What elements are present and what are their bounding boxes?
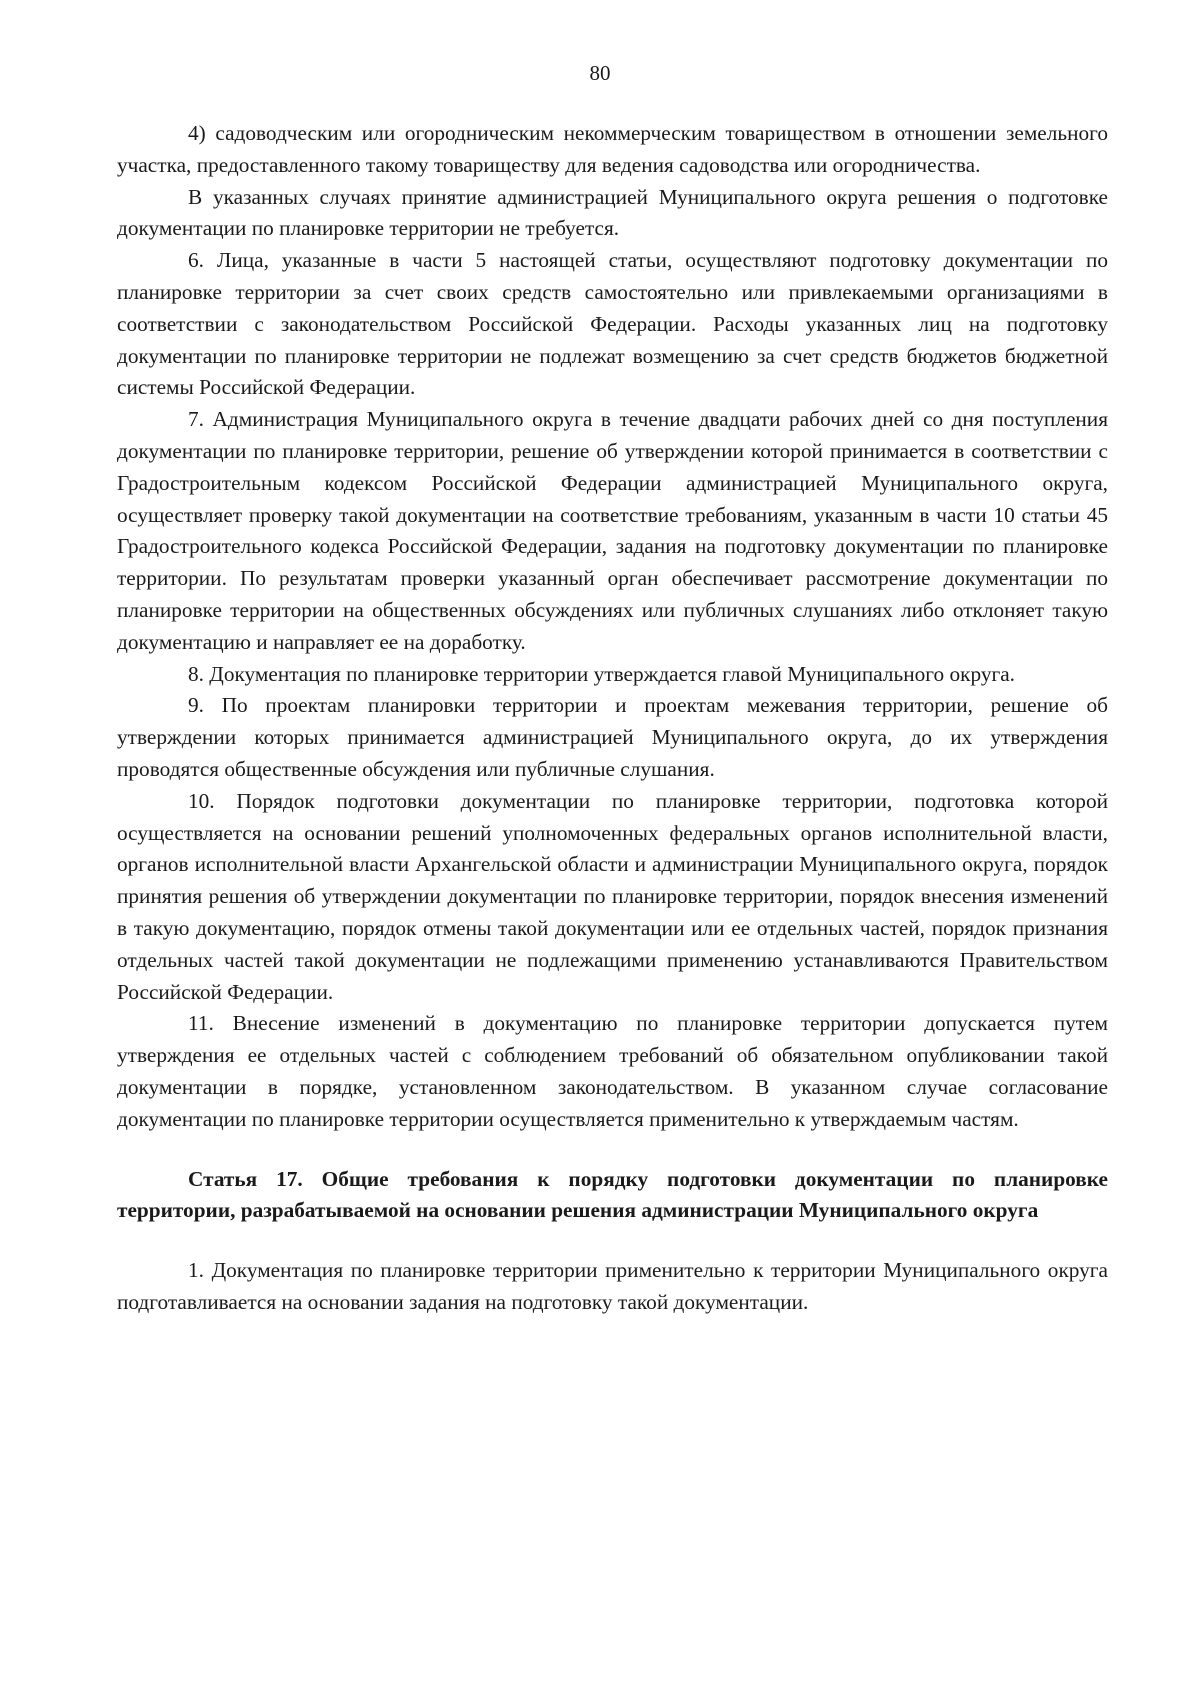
paragraph-clause-10: 10. Порядок подготовки документации по планировке территории, подготовка которой осуществляется на основании решений уполномоченных федеральных органов исполнительной власти, органов исполнительной власти Архангельской области и администрации Муниципального округа, порядок принятия решения об утверждении документации по планировке территории, порядок внесения изменений в такую документацию, порядок отмены такой документации или ее отдельных частей, порядок признания отдельных частей такой документации не подлежащими применению устанавливаются Правительством Российской Федерации.: [117, 788, 1108, 1004]
paragraph-clause-8: 8. Документация по планировке территории утверждается главой Муниципального округа.: [188, 661, 1015, 686]
article-paragraph-1: 1. Документация по планировке территории применительно к территории Муниципального округа подготавливается на основании задания на подготовку такой документации.: [117, 1258, 1108, 1314]
article-heading: Статья 17. Общие требования к порядку подготовки документации по планировке территории, разрабатываемой на основании решения администрации Муниципального округа: [117, 1166, 1108, 1223]
page-number: 80: [589, 61, 611, 85]
paragraph-item-4: 4) садоводческим или огородническим некоммерческим товариществом в отношении земельного участка, предоставленного такому товариществу для ведения садоводства или огородничества.: [117, 121, 1108, 177]
paragraph-clause-7: 7. Администрация Муниципального округа в течение двадцати рабочих дней со дня поступления документации по планировке территории, решение об утверждении которой принимается в соответствии с Градостроительным кодексом Российской Федерации администрацией Муниципального округа, осуществляет проверку такой документации на соответствие требованиям, указанным в части 10 статьи 45 Градостроительного кодекса Российской Федерации, задания на подготовку документации по планировке территории. По результатам проверки указанный орган обеспечивает рассмотрение документации по планировке территории на общественных обсуждениях или публичных слушаниях либо отклоняет такую документацию и направляет ее на доработку.: [117, 407, 1108, 654]
document-body: [117, 118, 1108, 1319]
paragraph-clause-6: 6. Лица, указанные в части 5 настоящей статьи, осуществляют подготовку документации по планировке территории за счет своих средств самостоятельно или привлекаемыми организациями в соответствии с законодательством Российской Федерации. Расходы указанных лиц на подготовку документации по планировке территории не подлежат возмещению за счет средств бюджетов бюджетной системы Российской Федерации.: [117, 248, 1108, 400]
paragraph-clause-11: 11. Внесение изменений в документацию по планировке территории допускается путем утверждения ее отдельных частей с соблюдением требований об обязательном опубликовании такой документации в порядке, установленном законодательством. В указанном случае согласование документации по планировке территории осуществляется применительно к утверждаемым частям.: [117, 1011, 1108, 1131]
paragraph-clause-9: 9. По проектам планировки территории и проектам межевания территории, решение об утверждении которых принимается администрацией Муниципального округа, до их утверждения проводятся общественные обсуждения или публичные слушания.: [117, 693, 1108, 781]
paragraph-note: В указанных случаях принятие администрацией Муниципального округа решения о подготовке документации по планировке территории не требуется.: [117, 184, 1108, 241]
